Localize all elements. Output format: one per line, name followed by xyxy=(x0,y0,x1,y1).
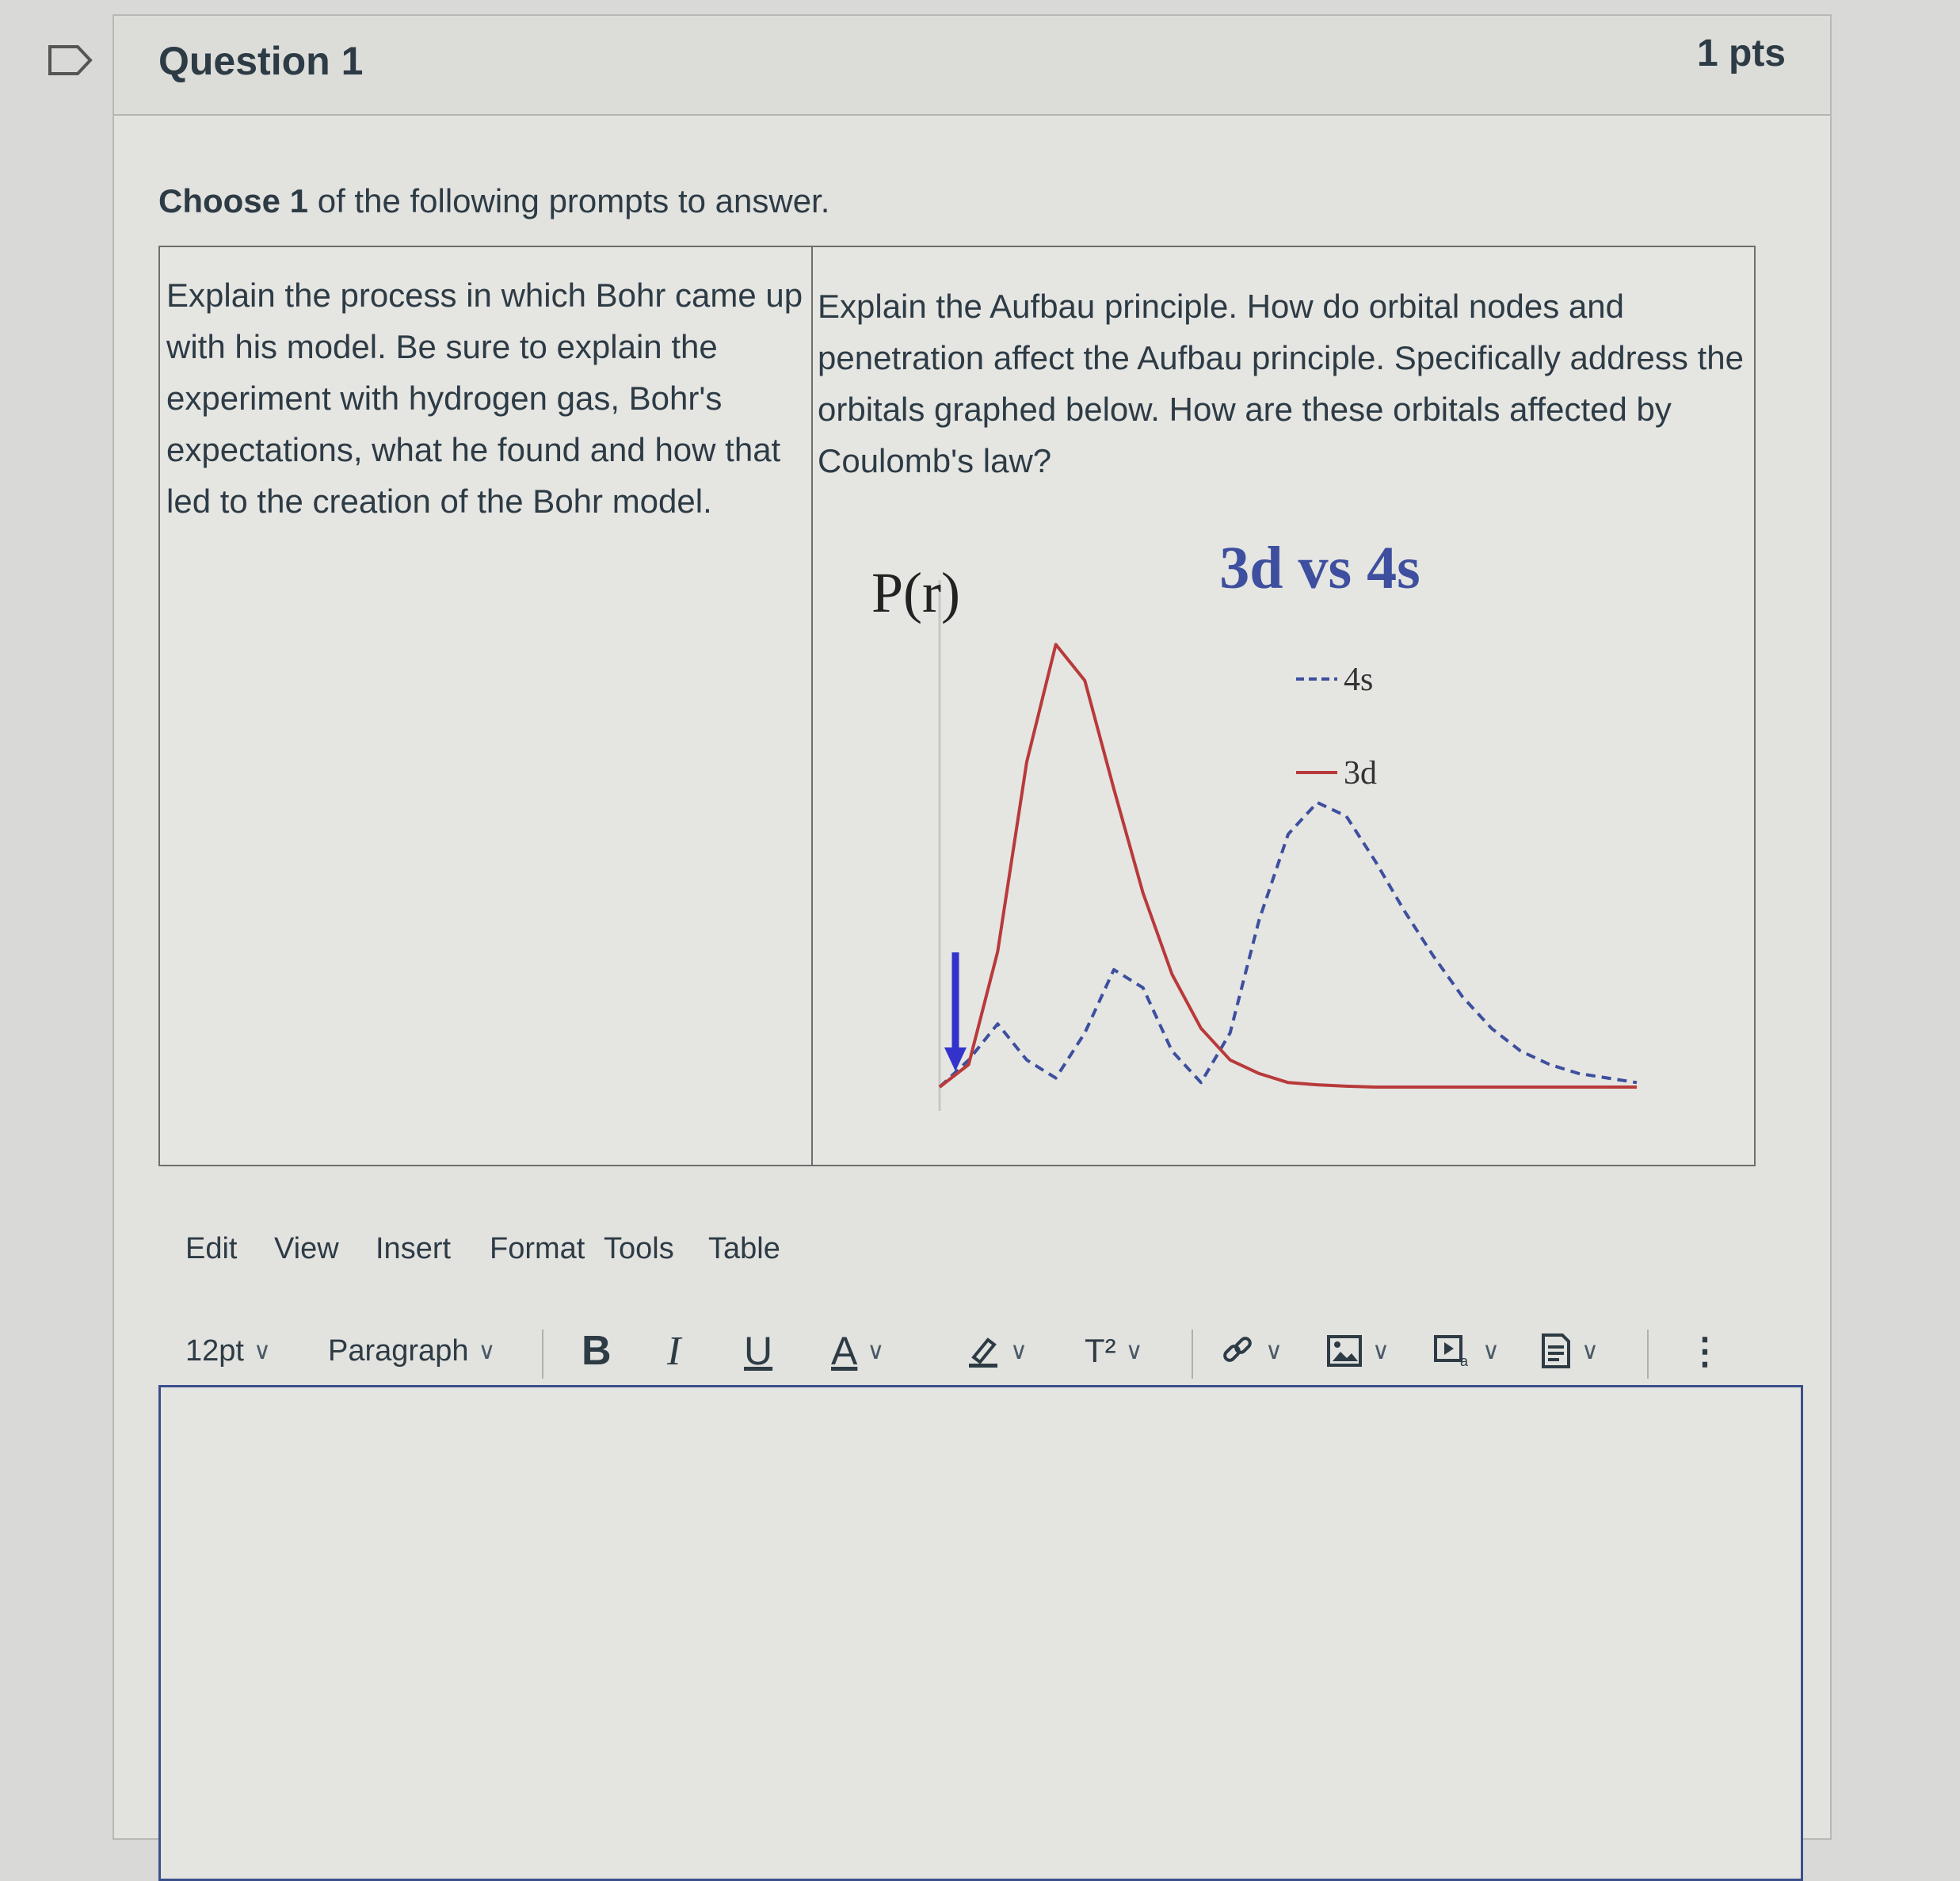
highlighter-icon xyxy=(966,1333,1001,1368)
instruction-text: of the following prompts to answer. xyxy=(308,182,830,219)
chevron-down-icon: ∨ xyxy=(1482,1337,1500,1364)
font-size-select[interactable] xyxy=(185,1315,271,1387)
superscript-button[interactable] xyxy=(1085,1315,1143,1387)
question-title: Question 1 xyxy=(158,39,364,83)
prompt-right-text: Explain the Aufbau principle. How do orbital nodes and penetration affect the Aufbau principle. Specifically address the orbitals graphed below. How are these orbitals affected by Coulomb's law? xyxy=(818,288,1744,479)
document-button[interactable] xyxy=(1540,1315,1599,1387)
answer-editor[interactable] xyxy=(158,1385,1803,1881)
prompt-left-text: Explain the process in which Bohr came up with his model. Be sure to explain the experiment with hydrogen gas, Bohr's expectations, what he found and how that led to the creation of the Bohr model. xyxy=(166,277,803,520)
chart-title: 3d vs 4s xyxy=(1219,535,1420,601)
block-format-value: Paragraph xyxy=(328,1333,469,1368)
question-points: 1 pts xyxy=(1696,32,1786,74)
menu-view[interactable]: View xyxy=(274,1232,339,1265)
chart-series-3d xyxy=(940,644,1637,1087)
legend-label-4s: 4s xyxy=(1344,662,1374,698)
question-card xyxy=(112,14,1832,1840)
text-color-button[interactable] xyxy=(831,1315,884,1387)
question-instruction xyxy=(158,182,829,220)
text-color-icon: A xyxy=(831,1329,858,1373)
document-icon xyxy=(1540,1333,1572,1369)
chevron-down-icon: ∨ xyxy=(1581,1337,1599,1364)
highlight-color-button[interactable] xyxy=(966,1315,1028,1387)
media-icon xyxy=(1433,1334,1473,1368)
menu-edit[interactable]: Edit xyxy=(185,1232,238,1265)
chevron-down-icon: ∨ xyxy=(1265,1337,1283,1364)
italic-button[interactable]: I xyxy=(667,1328,681,1374)
chevron-down-icon: ∨ xyxy=(1372,1337,1390,1364)
chevron-down-icon: ∨ xyxy=(867,1337,885,1364)
underline-button[interactable]: U xyxy=(744,1329,773,1373)
link-button[interactable] xyxy=(1219,1315,1283,1387)
menu-insert[interactable]: Insert xyxy=(376,1232,452,1265)
bold-button[interactable]: B xyxy=(582,1328,612,1374)
image-button[interactable] xyxy=(1326,1315,1390,1387)
chevron-down-icon: ∨ xyxy=(478,1337,496,1364)
chevron-down-icon: ∨ xyxy=(1010,1337,1028,1364)
chevron-down-icon: ∨ xyxy=(253,1337,271,1364)
toolbar-divider xyxy=(1647,1330,1649,1379)
font-size-value: 12pt xyxy=(185,1333,244,1368)
menu-tools[interactable]: Tools xyxy=(604,1232,674,1265)
toolbar-divider xyxy=(1192,1330,1193,1379)
orbital-chart xyxy=(813,517,1754,1150)
legend-label-3d: 3d xyxy=(1344,755,1377,792)
question-flag-icon[interactable] xyxy=(48,44,93,76)
toolbar-divider xyxy=(542,1330,543,1379)
media-button[interactable] xyxy=(1433,1315,1500,1387)
block-format-select[interactable] xyxy=(328,1315,495,1387)
chart-ylabel: P(r) xyxy=(871,561,960,624)
superscript-icon: T² xyxy=(1085,1332,1116,1369)
menu-table[interactable]: Table xyxy=(708,1232,780,1265)
question-header xyxy=(114,16,1830,116)
menu-format[interactable]: Format xyxy=(490,1232,585,1265)
chevron-down-icon: ∨ xyxy=(1125,1337,1143,1364)
editor-toolbar xyxy=(185,1315,1849,1387)
instruction-bold: Choose 1 xyxy=(158,182,309,219)
prompt-table xyxy=(158,246,1756,1166)
link-icon xyxy=(1219,1333,1256,1369)
image-icon xyxy=(1326,1334,1363,1368)
svg-text:a: a xyxy=(1460,1353,1469,1368)
prompt-cell-left xyxy=(160,247,813,1165)
more-options-icon[interactable]: ⋮ xyxy=(1687,1330,1723,1372)
prompt-cell-right xyxy=(813,247,1754,1165)
chart-series-4s xyxy=(940,803,1637,1087)
